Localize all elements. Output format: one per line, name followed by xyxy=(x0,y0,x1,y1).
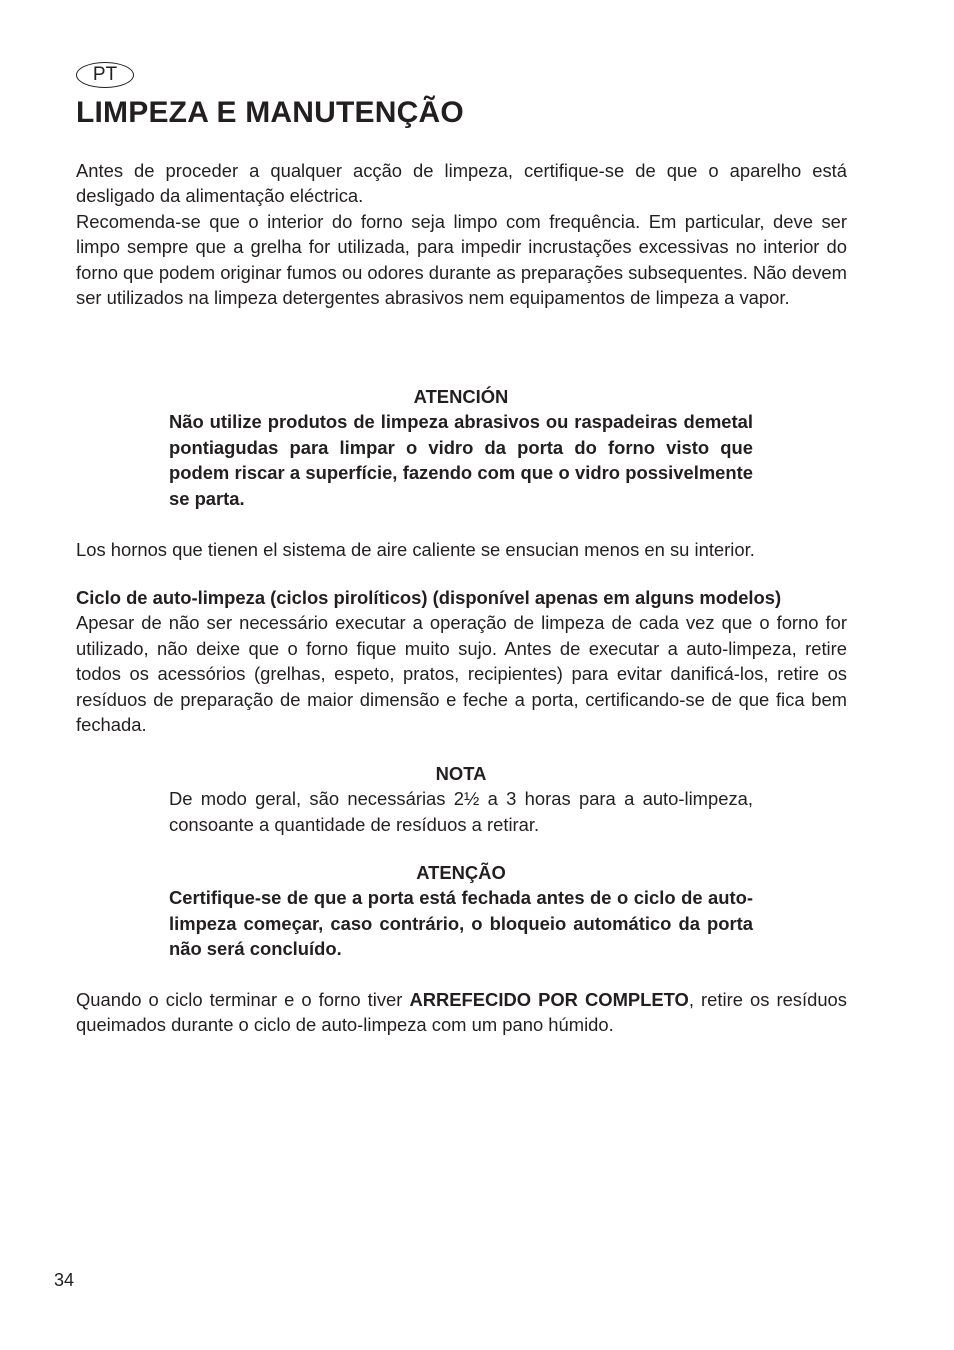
note-title: NOTA xyxy=(435,763,487,784)
warning-box-1 xyxy=(169,384,753,511)
warning-2-body: Certifique-se de que a porta está fechada antes de o ciclo de auto-limpeza começar, caso contrário, o bloqueio automático da porta não será concluído. xyxy=(169,887,753,960)
self-cleaning-body: Apesar de não ser necessário executar a operação de limpeza de cada vez que o forno for utilizado, não deixe que o forno fique muito sujo. Antes de executar a auto-limpeza, retire todos os acessórios (grelhas, espeto, pratos, recipientes) para evitar danificá-los, retire os resíduos de preparação de maior dimensão e feche a porta, certificando-se de que fica bem fechada. xyxy=(76,612,847,736)
note-box xyxy=(169,761,753,837)
warning-1-title: ATENCIÓN xyxy=(413,386,509,407)
note-body: De modo geral, são necessárias 2½ a 3 horas para a auto-limpeza, consoante a quantidade de resíduos a retirar. xyxy=(169,788,753,835)
warning-box-2 xyxy=(169,860,753,962)
closing-text-before: Quando o ciclo terminar e o forno tiver xyxy=(76,989,410,1010)
closing-emphasis: ARREFECIDO POR COMPLETO xyxy=(409,989,689,1010)
self-cleaning-section xyxy=(76,585,847,737)
page-number: 34 xyxy=(54,1270,75,1290)
warning-1-body: Não utilize produtos de limpeza abrasivos ou raspadeiras demetal pontiagudas para limpar o vidro da porta do forno visto que podem riscar a superfície, fazendo com que o vidro possivelmente se parta. xyxy=(169,411,753,509)
page-title: LIMPEZA E MANUTENÇÃO xyxy=(76,96,464,129)
self-cleaning-heading: Ciclo de auto-limpeza (ciclos pirolíticos) (disponível apenas em alguns modelos) xyxy=(76,587,782,608)
intro-paragraph-1: Antes de proceder a qualquer acção de limpeza, certifique-se de que o aparelho está desligado da alimentação eléctrica. xyxy=(76,160,847,207)
language-badge: PT xyxy=(76,62,134,88)
warning-2-title: ATENÇÃO xyxy=(416,862,506,883)
closing-text-after: , retire os resíduos queimados durante o ciclo de auto-limpeza com um pano húmido. xyxy=(76,989,847,1036)
closing-paragraph xyxy=(76,987,847,1038)
hot-air-note: Los hornos que tienen el sistema de aire caliente se ensucian menos en su interior. xyxy=(76,539,755,560)
intro-paragraph-2: Recomenda-se que o interior do forno seja limpo com frequência. Em particular, deve ser limpo sempre que a grelha for utilizada, para impedir incrustações excessivas no interior do forno que podem originar fumos ou odores durante as preparações subsequentes. Não devem ser utilizados na limpeza detergentes abrasivos nem equipamentos de limpeza a vapor. xyxy=(76,211,847,309)
